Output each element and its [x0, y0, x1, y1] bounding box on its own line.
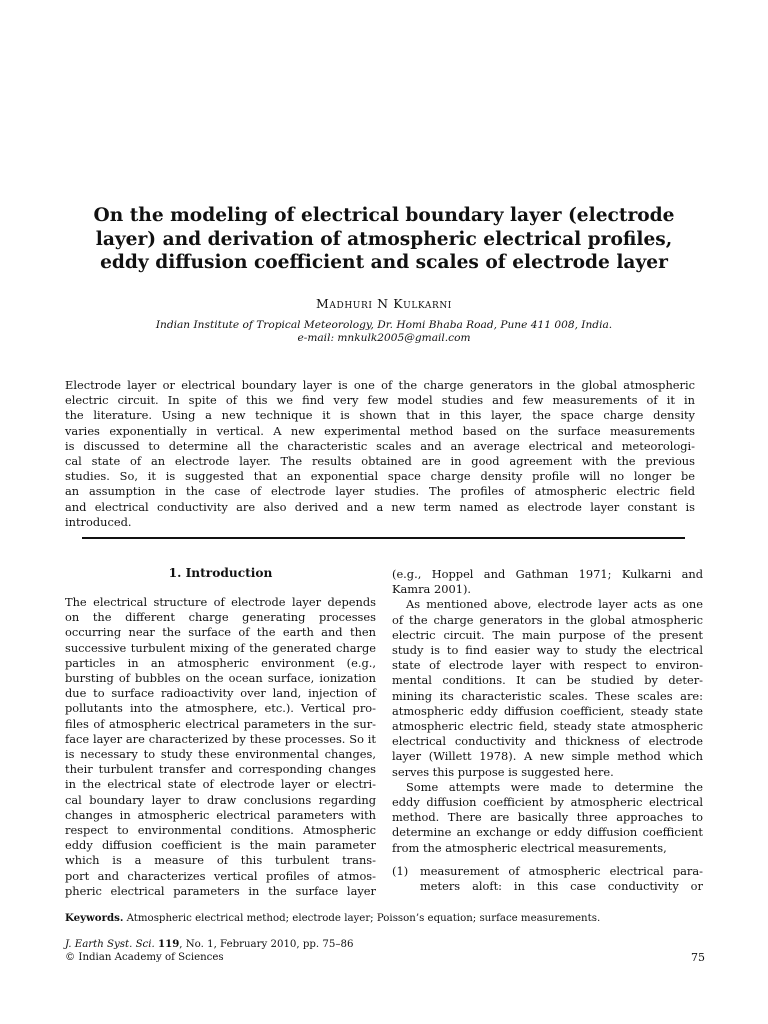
- journal-citation: [65, 938, 353, 952]
- journal-name: J. Earth Syst. Sci.: [65, 939, 155, 950]
- title-line: layer) and derivation of atmospheric electrical profiles,: [95, 228, 673, 250]
- text-line: study is to find easier way to study the electrical: [392, 643, 703, 658]
- text-line: of the charge generators in the global atmospheric: [392, 612, 703, 627]
- text-line: mental conditions. It can be studied by deter-: [392, 673, 703, 688]
- author-name: Madhuri N Kulkarni: [316, 296, 452, 311]
- left-column: [65, 566, 376, 899]
- text-line: on the different charge generating processes: [65, 610, 376, 625]
- text-line: determine an exchange or eddy diffusion coefficient: [392, 825, 703, 840]
- abstract-line: varies exponentially in vertical. A new experimental method based on the surface measurements: [65, 423, 695, 438]
- keywords: [65, 912, 705, 925]
- paper-title: [60, 204, 708, 275]
- page-number: 75: [691, 951, 705, 964]
- section-divider: [82, 537, 685, 539]
- text-line: due to surface radioactivity over land, injection of: [65, 686, 376, 701]
- text-line: is necessary to study these environmental changes,: [65, 747, 376, 762]
- text-line: serves this purpose is suggested here.: [392, 764, 614, 779]
- text-line: eddy diffusion coefficient is the main parameter: [65, 838, 376, 853]
- abstract-line: studies. So, it is suggested that an exponential space charge density profile will no longer be: [65, 469, 695, 484]
- author-email: e-mail: mnkulk2005@gmail.com: [297, 332, 471, 344]
- abstract-line: and electrical conductivity are also derived and a new term named as electrode layer constant is: [65, 499, 695, 514]
- text-line: pollutants into the atmosphere, etc.). Vertical pro-: [65, 701, 376, 716]
- title-line: On the modeling of electrical boundary layer (electrode: [93, 205, 675, 226]
- text-line: The electrical structure of electrode layer depends: [65, 595, 376, 609]
- text-line: eddy diffusion coefficient by atmospheric electrical: [392, 795, 703, 810]
- text-line: Kamra 2001).: [392, 582, 472, 597]
- abstract-line: is discussed to determine all the characteristic scales and an average electrical and meteorologi-: [65, 438, 695, 453]
- text-line: Some attempts were made to determine the: [406, 779, 703, 794]
- journal-issue: , No. 1, February 2010, pp. 75–86: [179, 939, 354, 950]
- list-item-number: (1): [392, 863, 409, 878]
- text-line: their turbulent transfer and corresponding changes: [65, 762, 376, 777]
- abstract-line: cal state of an electrode layer. The results obtained are in good agreement with the previous: [65, 454, 695, 469]
- text-line: pheric electrical parameters in the surface layer: [65, 883, 376, 898]
- text-line: respect to environmental conditions. Atmospheric: [65, 823, 376, 838]
- text-line: occurring near the surface of the earth and then: [65, 625, 376, 640]
- text-line: changes in atmospheric electrical parameters with: [65, 807, 376, 822]
- text-line: bursting of bubbles on the ocean surface, ionization: [65, 671, 376, 686]
- attempts-paragraph: [392, 780, 703, 856]
- text-line: meters aloft: in this case conductivity or: [420, 879, 703, 894]
- list-item: [392, 864, 703, 894]
- text-line: electric circuit. The main purpose of the present: [392, 627, 703, 642]
- text-line: files of atmospheric electrical parameters in the sur-: [65, 716, 376, 731]
- text-line: successive turbulent mixing of the generated charge: [65, 640, 376, 655]
- abstract: [65, 378, 695, 530]
- section-heading: 1. Introduction: [168, 566, 273, 580]
- text-line: (e.g., Hoppel and Gathman 1971; Kulkarni and: [392, 567, 703, 581]
- journal-volume: 119: [158, 938, 180, 950]
- title-line: eddy diffusion coefficient and scales of electrode layer: [100, 252, 668, 273]
- text-line: from the atmospheric electrical measurements,: [392, 840, 667, 855]
- purpose-paragraph: [392, 597, 703, 779]
- text-line: particles in an atmospheric environment (e.g.,: [65, 655, 376, 670]
- author-affiliation: Indian Institute of Tropical Meteorology, Dr. Homi Bhaba Road, Pune 411 008, India.: [155, 319, 613, 331]
- text-line: state of electrode layer with respect to environ-: [392, 658, 703, 673]
- keywords-text: Atmospheric electrical method; electrode layer; Poisson’s equation; surface measurements.: [126, 913, 601, 924]
- text-line: in the electrical state of electrode layer or electri-: [65, 777, 376, 792]
- text-line: which is a measure of this turbulent trans-: [65, 853, 376, 868]
- journal-footer: [65, 938, 353, 964]
- continued-paragraph: [392, 567, 703, 597]
- text-line: atmospheric eddy diffusion coefficient, steady state: [392, 703, 703, 718]
- abstract-line: the literature. Using a new technique it is shown that in this layer, the space charge density: [65, 408, 695, 423]
- keywords-label: Keywords.: [65, 912, 124, 924]
- text-line: method. There are basically three approaches to: [392, 810, 703, 825]
- right-column: [392, 567, 703, 894]
- text-line: mining its characteristic scales. These scales are:: [392, 688, 703, 703]
- intro-paragraph: [65, 595, 376, 899]
- text-line: atmospheric electric field, steady state atmospheric: [392, 719, 703, 734]
- text-line: face layer are characterized by these processes. So it: [65, 731, 376, 746]
- text-line: layer (Willett 1978). A new simple method which: [392, 749, 703, 764]
- text-line: As mentioned above, electrode layer acts as one: [406, 597, 703, 612]
- text-line: electrical conductivity and thickness of electrode: [392, 734, 703, 749]
- abstract-line: an assumption in the case of electrode layer studies. The profiles of atmospheric electric field: [65, 484, 695, 499]
- abstract-line: Electrode layer or electrical boundary layer is one of the charge generators in the global atmospheric: [65, 378, 695, 392]
- abstract-line: introduced.: [65, 514, 132, 529]
- copyright: © Indian Academy of Sciences: [65, 951, 224, 963]
- text-line: port and characterizes vertical profiles of atmos-: [65, 868, 376, 883]
- abstract-line: electric circuit. In spite of this we find very few model studies and few measurements of it in: [65, 393, 695, 408]
- text-line: cal boundary layer to draw conclusions regarding: [65, 792, 376, 807]
- text-line: measurement of atmospheric electrical para-: [420, 863, 703, 878]
